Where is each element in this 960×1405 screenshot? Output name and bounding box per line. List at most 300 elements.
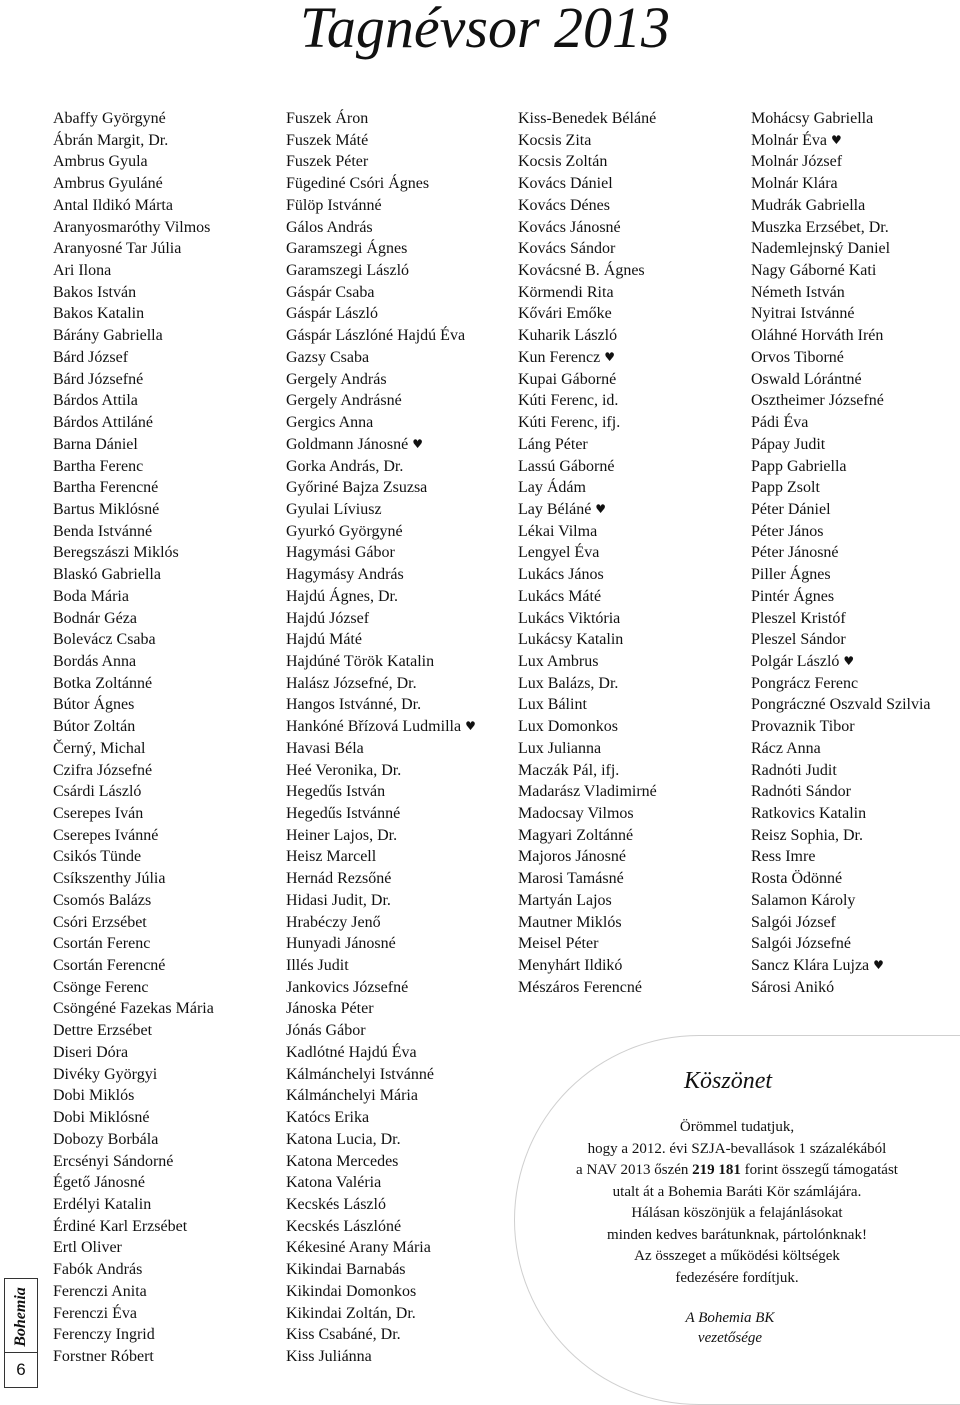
member-name xyxy=(518,608,657,630)
member-name-text: Ferenczy Ingrid xyxy=(53,1326,155,1344)
member-name-text: Hegedűs Istvánné xyxy=(286,805,401,822)
member-name xyxy=(286,1151,476,1173)
member-name xyxy=(286,347,476,369)
member-name-text: Hegedűs István xyxy=(286,783,386,801)
member-name xyxy=(286,217,476,239)
member-name-text: Kiss-Benedek Béláné xyxy=(518,110,657,127)
member-name-text: Molnár József xyxy=(751,153,843,171)
member-name-text: Sárosi Anikó xyxy=(751,978,835,996)
member-name xyxy=(53,781,214,803)
member-name xyxy=(518,803,657,825)
member-name xyxy=(53,608,214,630)
member-name xyxy=(751,217,931,239)
member-name xyxy=(53,347,214,369)
member-name xyxy=(751,173,931,195)
member-name-text: Ambrus Gyula xyxy=(53,153,148,171)
member-name-text: Pádi Éva xyxy=(751,414,809,432)
member-name xyxy=(286,846,476,868)
member-name xyxy=(53,868,214,890)
member-name xyxy=(751,890,931,912)
member-name-text: Bárdos Attiláné xyxy=(53,414,153,432)
member-name xyxy=(518,151,657,173)
member-name xyxy=(751,130,931,152)
member-name-text: Hrabéczy Jenő xyxy=(286,913,381,931)
member-name xyxy=(518,477,657,499)
member-name xyxy=(53,369,214,391)
member-name-text: Csönge Ferenc xyxy=(53,978,149,996)
member-name-text: Hagymásy András xyxy=(286,566,404,584)
member-name-text: Lay Ádám xyxy=(518,479,586,497)
member-name-text: Ercsényi Sándorné xyxy=(53,1152,174,1170)
member-name xyxy=(518,825,657,847)
member-name-text: Fuszek Áron xyxy=(286,110,369,127)
member-name-text: Kúti Ferenc, id. xyxy=(518,392,619,410)
member-name xyxy=(53,477,214,499)
member-name-text: Csíkszenthy Júlia xyxy=(53,870,166,888)
member-name xyxy=(53,1020,214,1042)
thanks-line: Hálásan köszönjük a felajánlásokat xyxy=(631,1205,843,1221)
member-name-text: Gazsy Csaba xyxy=(286,348,370,366)
member-name-text: Kővári Emőke xyxy=(518,305,612,323)
member-name xyxy=(518,564,657,586)
member-name xyxy=(286,781,476,803)
member-name xyxy=(286,1216,476,1238)
member-name-text: Katona Lucia, Dr. xyxy=(286,1130,401,1148)
member-name xyxy=(518,347,657,369)
member-name xyxy=(518,694,657,716)
member-name xyxy=(751,933,931,955)
member-name-text: Gorka András, Dr. xyxy=(286,457,404,475)
member-name-text: Černý, Michal xyxy=(53,739,146,757)
member-name-text: Heisz Marcell xyxy=(286,848,377,866)
member-name-text: Lékai Vilma xyxy=(518,522,598,540)
member-name-text: Kovács Dániel xyxy=(518,175,613,193)
member-name xyxy=(286,1259,476,1281)
member-name xyxy=(286,890,476,912)
member-name-text: Nyitrai Istvánné xyxy=(751,305,855,323)
member-name xyxy=(286,760,476,782)
member-name xyxy=(53,825,214,847)
member-name xyxy=(286,434,476,456)
heart-icon: ♥ xyxy=(604,349,615,364)
member-name xyxy=(53,1085,214,1107)
member-name-text: Hajdú József xyxy=(286,609,370,627)
member-name-text: Boda Mária xyxy=(53,587,129,605)
member-name xyxy=(286,151,476,173)
member-name-text: Pleszel Kristóf xyxy=(751,609,846,627)
member-name xyxy=(53,933,214,955)
member-name-text: Reisz Sophia, Dr. xyxy=(751,826,863,844)
member-name-text: Katona Mercedes xyxy=(286,1152,399,1170)
member-name xyxy=(751,781,931,803)
member-name-text: Bakos Katalin xyxy=(53,305,145,323)
member-name-text: Bárány Gabriella xyxy=(53,327,163,345)
member-name-text: Fuszek Péter xyxy=(286,153,369,171)
member-name xyxy=(751,738,931,760)
member-name xyxy=(53,456,214,478)
member-name xyxy=(53,260,214,282)
donation-amount: 219 181 xyxy=(692,1162,741,1178)
member-name-text: Kikindai Domonkos xyxy=(286,1282,417,1300)
member-name xyxy=(751,629,931,651)
member-name xyxy=(53,738,214,760)
member-name-text: Madarász Vladimirné xyxy=(518,783,657,801)
member-name xyxy=(518,282,657,304)
member-name-text: Bartha Ferencné xyxy=(53,479,159,497)
member-name-text: Divéky Györgyi xyxy=(53,1065,158,1083)
member-name-text: Maczák Pál, ifj. xyxy=(518,761,620,779)
member-name-text: Dettre Erzsébet xyxy=(53,1022,153,1040)
thanks-line: Örömmel tudatjuk, xyxy=(679,1119,795,1135)
member-name xyxy=(518,629,657,651)
member-name-text: Hunyadi Jánosné xyxy=(286,935,396,953)
member-name-text: Kiss Juliánna xyxy=(286,1347,372,1365)
member-name-text: Gyurkó Györgyné xyxy=(286,522,403,540)
member-name xyxy=(53,521,214,543)
member-name xyxy=(518,977,657,999)
heart-icon: ♥ xyxy=(412,436,423,451)
member-name xyxy=(751,716,931,738)
member-name xyxy=(286,1064,476,1086)
member-name xyxy=(286,1172,476,1194)
member-name xyxy=(751,238,931,260)
member-name xyxy=(518,108,657,130)
member-name xyxy=(53,412,214,434)
heart-icon: ♥ xyxy=(465,719,476,734)
member-name-text: Bárdos Attila xyxy=(53,392,138,410)
corner-divider xyxy=(4,1352,38,1353)
member-name xyxy=(751,108,931,130)
member-name xyxy=(286,933,476,955)
page-number: 6 xyxy=(16,1360,26,1379)
member-name xyxy=(286,608,476,630)
member-name-text: Mautner Miklós xyxy=(518,913,622,931)
member-name-text: Rácz Anna xyxy=(751,739,821,757)
member-name-text: Kupai Gáborné xyxy=(518,370,617,388)
member-name-text: Lux Ambrus xyxy=(518,652,599,670)
member-name xyxy=(518,260,657,282)
member-name xyxy=(286,673,476,695)
member-name-text: Gálos András xyxy=(286,218,373,236)
member-name-text: Ari Ilona xyxy=(53,262,112,280)
heart-icon: ♥ xyxy=(830,132,842,147)
member-name-text: Kovácsné B. Ágnes xyxy=(518,262,645,280)
member-name-text: Halász Józsefné, Dr. xyxy=(286,674,417,692)
member-name xyxy=(286,390,476,412)
member-name xyxy=(518,933,657,955)
member-name xyxy=(286,260,476,282)
member-name xyxy=(751,955,931,977)
member-name-text: Gergely András xyxy=(286,370,387,388)
member-name-text: Péter Dániel xyxy=(751,500,831,518)
member-name xyxy=(751,434,931,456)
member-name xyxy=(518,390,657,412)
member-name xyxy=(53,1064,214,1086)
member-name-text: Láng Péter xyxy=(518,435,588,453)
member-name-text: Égető Jánosné xyxy=(53,1174,145,1192)
page-title: Tagnévsor 2013 xyxy=(300,0,671,60)
member-name-text: Péter Jánosné xyxy=(751,544,839,562)
member-list-column-1 xyxy=(53,108,214,1368)
signature-line: vezetősége xyxy=(697,1330,763,1346)
member-name-text: Fügediné Csóri Ágnes xyxy=(286,175,430,193)
member-name-text: Hernád Rezsőné xyxy=(286,870,392,888)
member-name-text: Ábrán Margit, Dr. xyxy=(53,131,169,149)
member-name xyxy=(286,303,476,325)
member-name-text: Csomós Balázs xyxy=(53,891,152,909)
member-name xyxy=(751,760,931,782)
member-name-text: Majoros Jánosné xyxy=(518,848,626,866)
member-name xyxy=(518,130,657,152)
member-name xyxy=(286,738,476,760)
heart-icon: ♥ xyxy=(595,501,607,516)
member-name xyxy=(53,977,214,999)
member-name xyxy=(751,912,931,934)
member-name xyxy=(751,651,931,673)
member-name xyxy=(53,890,214,912)
member-name-text: Ambrus Gyuláné xyxy=(53,175,163,193)
member-name-text: Heiner Lajos, Dr. xyxy=(286,826,398,844)
member-name xyxy=(751,477,931,499)
member-name-text: Cserepes Ivánné xyxy=(53,826,159,844)
member-name xyxy=(286,173,476,195)
member-name xyxy=(751,499,931,521)
member-name-text: Péter János xyxy=(751,522,824,540)
member-name xyxy=(53,1129,214,1151)
thanks-line-amount xyxy=(528,1160,946,1182)
member-name-text: Lux Bálint xyxy=(518,696,587,714)
member-name xyxy=(53,1194,214,1216)
member-name-text: Csöngéné Fazekas Mária xyxy=(53,1000,214,1018)
member-name-text: Antal Ildikó Márta xyxy=(53,196,173,214)
member-name-text: Meisel Péter xyxy=(518,935,599,953)
member-name xyxy=(751,977,931,999)
member-name-text: Forstner Róbert xyxy=(53,1347,154,1365)
member-name-text: Rosta Ödönné xyxy=(751,870,843,888)
member-name xyxy=(286,1281,476,1303)
member-name-text: Lux Domonkos xyxy=(518,718,618,736)
member-name xyxy=(286,1085,476,1107)
member-name xyxy=(286,1020,476,1042)
member-name-text: Hajdú Máté xyxy=(286,631,362,649)
member-name-text: Németh István xyxy=(751,283,845,301)
member-name xyxy=(53,564,214,586)
member-name xyxy=(286,1107,476,1129)
member-name-text: Ress Imre xyxy=(751,848,816,866)
member-name-text: Barna Dániel xyxy=(53,435,138,453)
member-name-text: Mohácsy Gabriella xyxy=(751,110,874,127)
member-name xyxy=(286,456,476,478)
member-name-text: Dobozy Borbála xyxy=(53,1130,159,1148)
member-name-text: Mészáros Ferencné xyxy=(518,978,642,996)
member-name xyxy=(286,1324,476,1346)
member-name xyxy=(751,608,931,630)
member-name xyxy=(53,998,214,1020)
member-name-text: Bartha Ferenc xyxy=(53,457,144,475)
member-name-text: Pintér Ágnes xyxy=(751,587,835,605)
member-name-text: Lengyel Éva xyxy=(518,544,600,562)
member-name xyxy=(286,1042,476,1064)
member-name xyxy=(53,238,214,260)
member-name xyxy=(751,303,931,325)
member-name-text: Hagymási Gábor xyxy=(286,544,395,562)
member-name xyxy=(518,238,657,260)
member-name xyxy=(53,1259,214,1281)
member-name-text: Garamszegi Ágnes xyxy=(286,240,408,258)
member-name xyxy=(53,1172,214,1194)
member-name-text: Piller Ágnes xyxy=(751,566,831,584)
member-name-text: Diseri Dóra xyxy=(53,1043,129,1061)
member-name xyxy=(286,412,476,434)
member-name xyxy=(53,1151,214,1173)
member-name xyxy=(286,477,476,499)
member-name xyxy=(53,1303,214,1325)
member-name xyxy=(518,673,657,695)
member-name-text: Kikindai Zoltán, Dr. xyxy=(286,1304,416,1322)
member-name-text: Dobi Miklósné xyxy=(53,1109,150,1127)
member-name xyxy=(53,1107,214,1129)
member-name xyxy=(518,521,657,543)
member-name-text: Aranyosmaróthy Vilmos xyxy=(53,218,211,236)
thanks-line: minden kedves barátunknak, pártolónknak! xyxy=(607,1226,867,1243)
member-name-text: Salgói József xyxy=(751,913,836,931)
member-name-text: Gáspár László xyxy=(286,305,378,323)
member-name xyxy=(751,260,931,282)
member-name-text: Pongrácz Ferenc xyxy=(751,674,859,692)
member-name xyxy=(286,499,476,521)
member-name-text: Pápay Judit xyxy=(751,435,826,453)
member-name-text: Kálmánchelyi Istvánné xyxy=(286,1065,434,1083)
member-name-text: Kiss Csabáné, Dr. xyxy=(286,1326,401,1344)
member-name-text: Abaffy Györgyné xyxy=(53,110,166,127)
member-name xyxy=(518,781,657,803)
member-name-text: Bárd József xyxy=(53,348,129,366)
member-name-text: Bodnár Géza xyxy=(53,609,137,627)
member-name-text: Ratkovics Katalin xyxy=(751,805,867,822)
member-name xyxy=(751,521,931,543)
member-name xyxy=(518,325,657,347)
member-name-text: Bordás Anna xyxy=(53,652,137,670)
member-name-text: Radnóti Judit xyxy=(751,761,837,779)
member-name-text: Kikindai Barnabás xyxy=(286,1261,406,1279)
member-name xyxy=(53,912,214,934)
member-name xyxy=(53,651,214,673)
member-name-text: Magyari Zoltánné xyxy=(518,826,634,844)
member-name-text: Hajdúné Török Katalin xyxy=(286,652,435,670)
member-name-text: Ferenczi Éva xyxy=(53,1304,137,1322)
member-name-text: Fabók András xyxy=(53,1261,143,1279)
member-name-text: Ferenczi Anita xyxy=(53,1282,147,1300)
member-name-text: Kocsis Zita xyxy=(518,131,592,149)
member-name xyxy=(53,629,214,651)
member-name xyxy=(751,282,931,304)
member-name xyxy=(518,412,657,434)
member-name-text: Jónás Gábor xyxy=(286,1022,366,1040)
member-name-text: Győriné Bajza Zsuzsa xyxy=(286,479,428,497)
member-name xyxy=(53,955,214,977)
member-name-text: Muszka Erzsébet, Dr. xyxy=(751,218,889,236)
member-name xyxy=(286,195,476,217)
member-name xyxy=(286,282,476,304)
thanks-message xyxy=(528,1117,946,1289)
member-name-text: Kékesiné Arany Mária xyxy=(286,1239,431,1257)
member-name-text: Katócs Erika xyxy=(286,1109,370,1127)
thanks-line: Az összeget a működési költségek xyxy=(634,1248,840,1264)
member-name-text: Molnár Éva xyxy=(751,131,827,149)
member-name xyxy=(518,846,657,868)
thanks-line: hogy a 2012. évi SZJA-bevallások 1 százalékából xyxy=(587,1140,887,1157)
member-name xyxy=(286,586,476,608)
member-name xyxy=(53,108,214,130)
member-name-text: Gergics Anna xyxy=(286,414,374,432)
member-name-text: Kecskés Lászlóné xyxy=(286,1217,402,1235)
member-name xyxy=(751,151,931,173)
member-name-text: Oláhné Horváth Irén xyxy=(751,327,884,345)
member-name xyxy=(286,977,476,999)
member-name xyxy=(53,846,214,868)
member-name-text: Beregszászi Miklós xyxy=(53,544,179,562)
member-name xyxy=(286,108,476,130)
member-name-text: Bútor Zoltán xyxy=(53,718,136,736)
member-name-text: Heé Veronika, Dr. xyxy=(286,761,402,779)
member-name xyxy=(518,217,657,239)
member-name-text: Bútor Ágnes xyxy=(53,696,135,714)
member-name-text: Pongráczné Oszvald Szilvia xyxy=(751,696,931,714)
member-name-text: Bartus Miklósné xyxy=(53,500,160,518)
member-name-text: Hidasi Judit, Dr. xyxy=(286,891,391,909)
member-name xyxy=(518,651,657,673)
member-name xyxy=(286,1346,476,1368)
member-name xyxy=(518,173,657,195)
member-name xyxy=(286,542,476,564)
member-name xyxy=(518,434,657,456)
member-name xyxy=(286,238,476,260)
member-name-text: Jankovics Józsefné xyxy=(286,978,409,996)
member-name xyxy=(53,434,214,456)
member-name-text: Hangos Istvánné, Dr. xyxy=(286,696,422,714)
member-name xyxy=(286,369,476,391)
member-name-text: Osztheimer Józsefné xyxy=(751,392,884,410)
member-name xyxy=(751,803,931,825)
member-name xyxy=(751,347,931,369)
member-name xyxy=(53,282,214,304)
member-name-text: Lux Julianna xyxy=(518,739,602,757)
member-name-text: Menyhárt Ildikó xyxy=(518,957,623,975)
member-name-text: Kadlótné Hajdú Éva xyxy=(286,1043,417,1061)
member-name-text: Papp Gabriella xyxy=(751,457,847,475)
member-list-column-3 xyxy=(518,108,657,998)
member-name-text: Lukács Máté xyxy=(518,587,602,605)
member-name-text: Madocsay Vilmos xyxy=(518,805,634,822)
member-name xyxy=(518,760,657,782)
member-name-text: Kovács Dénes xyxy=(518,196,610,214)
member-name-text: Cserepes Iván xyxy=(53,805,144,822)
member-name-text: Csortán Ferencné xyxy=(53,957,166,975)
member-name-text: Erdélyi Katalin xyxy=(53,1195,152,1213)
member-name xyxy=(751,542,931,564)
member-name xyxy=(286,716,476,738)
thanks-line: fedezésére fordítjuk. xyxy=(675,1269,799,1286)
member-name xyxy=(53,151,214,173)
member-name-text: Papp Zsolt xyxy=(751,479,820,497)
member-name xyxy=(518,369,657,391)
logo-text: Bohemia xyxy=(12,1287,29,1347)
member-name xyxy=(53,1216,214,1238)
member-name xyxy=(53,1237,214,1259)
member-name-text: Martyán Lajos xyxy=(518,891,612,909)
member-name-text: Lassú Gáborné xyxy=(518,457,615,475)
heart-icon: ♥ xyxy=(843,653,855,668)
